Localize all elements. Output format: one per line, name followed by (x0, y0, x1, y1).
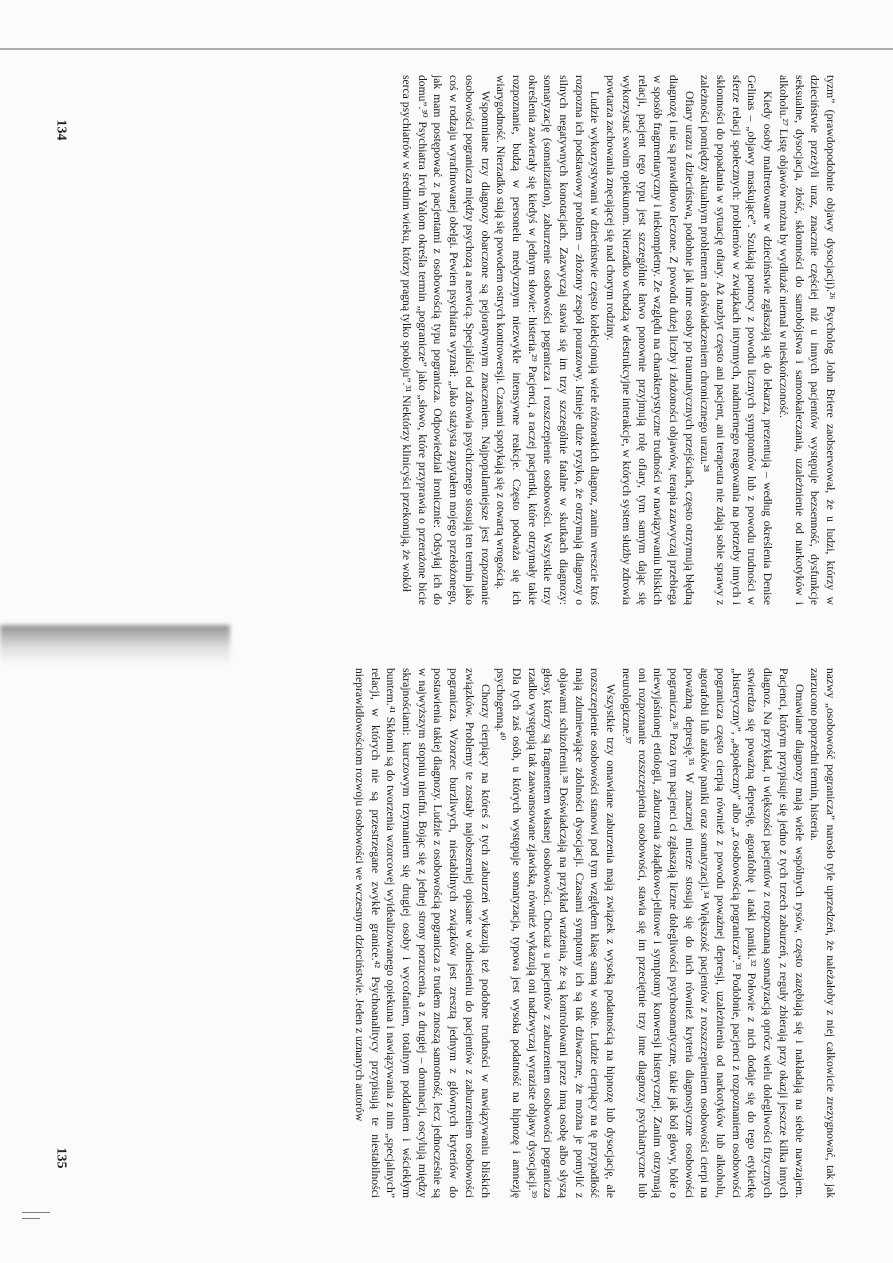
page-number-left: 134 (53, 119, 69, 141)
paragraph: Ludzie wykorzystywani w dzieciństwie często kolekcjonują wiele różnorakich diagnoz, zanim wreszcie ktoś rozpozna ich podstawowy problem – złożony zespół pourazowy. Istnieje duże ryzyko, że otrzymają diagnozy o silnych negatywnych konotacjach. Zazwyczaj stawia się im trzy szczególnie fatalne w skutkach diagnozy: somatyzację (somatization), zaburzenie osobowości pogranicza i rozszczepienie osobowości. Wszystkie trzy określenia zawierały się kiedyś w jednym słowie: histeria.²⁹ Pacjenci, a raczej pacjentki, które otrzymały takie rozpoznanie, budzą w personelu medycznym niezwykle intensywne reakcje. Często podważa się ich wiarygodność. Nierzadko stają się powodem ostrych kontrowersji. Czasami spotykają się z otwartą wrogością. (494, 75, 602, 605)
paragraph: Wspomniane trzy diagnozy obarczone są pejoratywnym znaczeniem. Najpopularniejsze jest rozpoznanie osobowości pogranicza między psychozą a nerwicą. Specjaliści od zdrowia psychicznego stosują ten termin jako coś w rodzaju wyrafinowanej obelgi. Pewien psychiatra wyznał: „Jako stażysta zapytałem mojego przełożonego, jak mam postępować z pacjentami z osobowością typu pogranicza. Odpowiedział ironicznie: Odsyłaj ich do domu”.³⁰ Psychiatra Irvin Yalom określa termin „pogranicze” jako „słowo, które przyprawia o przerażone bicie serca psychiatrów w średnim wieku, którzy pragną tylko spokoju”.³¹ Niektórzy klinicyści przekonują, że wokół (400, 75, 492, 605)
text-column (248, 668, 838, 1198)
paragraph: tyzm” (prawdopodobnie objawy dysocjacji).²⁶ Psycholog John Briere zaobserwował, że u ludzi, którzy w dzieciństwie przeżyli uraz, znacznie częściej niż u innych pacjentów występuje bezsenność, dysfunkcje seksualne, dysocjacja, złość, skłonności do samobójstwa i samookaleczania, uzależnienie od narkotyków i alkoholu.²⁷ Listę objawów można by wydłużać niemal w nieskończoność. (776, 75, 837, 605)
paragraph: Chorzy cierpiący na któreś z tych zaburzeń wykazują też podobne trudności w nawiązywaniu bliskich związków. Problemy te zostały najobszerniej opisane w odniesieniu do pacjentów z zaburzeniem osobowości pogranicza. Wzorzec burzliwych, niestabilnych związków jest zresztą jednym z głównych kryteriów do postawienia takiej diagnozy. Ludzie z osobowością pogranicza z trudem znoszą samotność, lecz jednocześnie są w najwyższym stopniu nieufni. Bojąc się z jednej strony porzucenia, a z drugiej – dominacji, oscylują między skrajnościami: kurczowym trzymaniem się drugiej osoby i wycofaniem, totalnym poddaniem i wściekłym buntem.⁴¹ Skłonni są do tworzenia wzorcowej wyidealizowanego opiekuna i nawiązywania z nim „specjalnych” relacji, w których nie są przestrzegane zwykłe granice.⁴² Psychoanalitycy przypisują te niestabilności nieprawidłowościom rozwoju osobowości we wczesnym dzieciństwie. Jeden z uznanych autorów (352, 668, 492, 1198)
paragraph: Kiedy osoby maltretowane w dzieciństwie zgłaszają się do lekarza, prezentują – według określenia Denise Gelinas – „objawy maskujące”. Szukają pomocy z powodu licznych symptomów lub z powodu trudności w sferze relacji społecznych: problemów w związkach intymnych, nadmiernego reagowania na potrzeby innych i skłonności do popadania w sytuację ofiary. Aż nazbyt często ani pacjent, ani terapeuta nie zdają sobie sprawy z zależności pomiędzy aktualnym problemem a doświadczeniem chronicznego urazu.²⁸ (698, 75, 775, 605)
text-column (248, 75, 838, 605)
paragraph: Wszystkie trzy omawiane zaburzenia mają związek z wysoką podatnością na hipnozę lub dysocjację, ale rozszczepienie osobowości stanowi pod tym względem klasę samą w sobie. Ludzie cierpiący na tę przypadłość mają zdumiewające zdolności dysocjacji. Czasami symptomy ich są tak dziwaczne, że można je pomylić z objawami schizofrenii.³⁸ Doświadczają na przykład wrażenia, że są kontrolowani przez inną osobę albo słyszą głosy, którzy są fragmentem własnej osobowości. Chociaż u pacjentów z zaburzeniem osobowości pogranicza rzadko występują tak zaawansowane zjawiska, również wykazują oni nadzwyczaj wyraziste objawy dysocjacji.³⁹ Dla tych zaś osób, u których występuje somatyzacja, typowa jest wysoka podatność na hipnozę i amnezję psychogenną.⁴⁰ (494, 668, 618, 1198)
paragraph: nazwy „osobowość pogranicza” narosło tyle uprzedzeń, że należałoby z niej całkowicie zrezygnować, tak jak zarzucono poprzedni termin, histeria. (808, 668, 837, 1198)
paragraph: Ofiary urazu z dzieciństwa, podobnie jak inne osoby po traumatycznych przejściach, często otrzymują błędną diagnozę i nie są prawidłowo leczone. Z powodu dużej liczby i złożoności objawów, terapia zazwyczaj przebiega w sposób fragmentaryczny i niekompletny. Ze względu na charakterystyczne trudności w nawiązywaniu bliskich relacji, pacjent tego typu jest szczególnie łatwo ponownie przyjmują rolę ofiary, tym samym dając się wykorzystać swoim opiekunom. Nierzadko wchodzą w destrukcyjne interakcje, w których system służby zdrowia powtarza zachowania znęcającej się nad chorym rodziny. (604, 75, 696, 605)
scan-edge-line-top (0, 48, 893, 50)
page-135 (248, 668, 838, 1198)
scan-fold-shadow (0, 625, 230, 665)
scan-edge-mark (22, 1218, 40, 1219)
scan-edge-mark (22, 1212, 50, 1213)
paragraph: Omawiane diagnozy mają wiele wspólnych rysów, często zazębiają się i nakładają na siebie nawzajem. Pacjenci, którym przypisuje się jedno z tych trzech zaburzeń, z reguły zbierają przy okazji jeszcze kilka innych diagnoz. Na przykład, u większości pacjentów z rozpoznaną somatyzacją oprócz wielu dolegliwości fizycznych stwierdza się poważną depresję, agorafobię i ataki paniki.³² Połowie z nich dodaje się do tego etykietkę „histeryczny”, „aspołeczny” albo „z osobowością pogranicza”.³³ Podobnie, pacjenci z rozpoznaniem osobowości pogranicza często cierpią również z powodu poważnej depresji, uzależnienia od narkotyków lub alkoholu, agorafobii lub ataków paniki oraz somatyzacji.³⁴ Większość pacjentów z rozszczepieniem osobowości cierpi na poważną depresję.³⁵ W znacznej mierze stosują się do nich również kryteria diagnostyczne osobowości pogranicza.³⁶ Poza tym pacjenci ci zgłaszają liczne dolegliwości psychosomatyczne, takie jak ból głowy, bóle o niewyjaśnionej etiologii, zaburzenia żołądkowo-jelitowe i symptomy konwersji histerycznej. Zanim otrzymają oni rozpoznanie rozszczepienia osobowości, stawia się im przeciętnie trzy inne diagnozy psychiatryczne lub neurologiczne.³⁷ (619, 668, 806, 1198)
page-134 (248, 75, 838, 605)
page-number-right: 135 (53, 1147, 69, 1169)
